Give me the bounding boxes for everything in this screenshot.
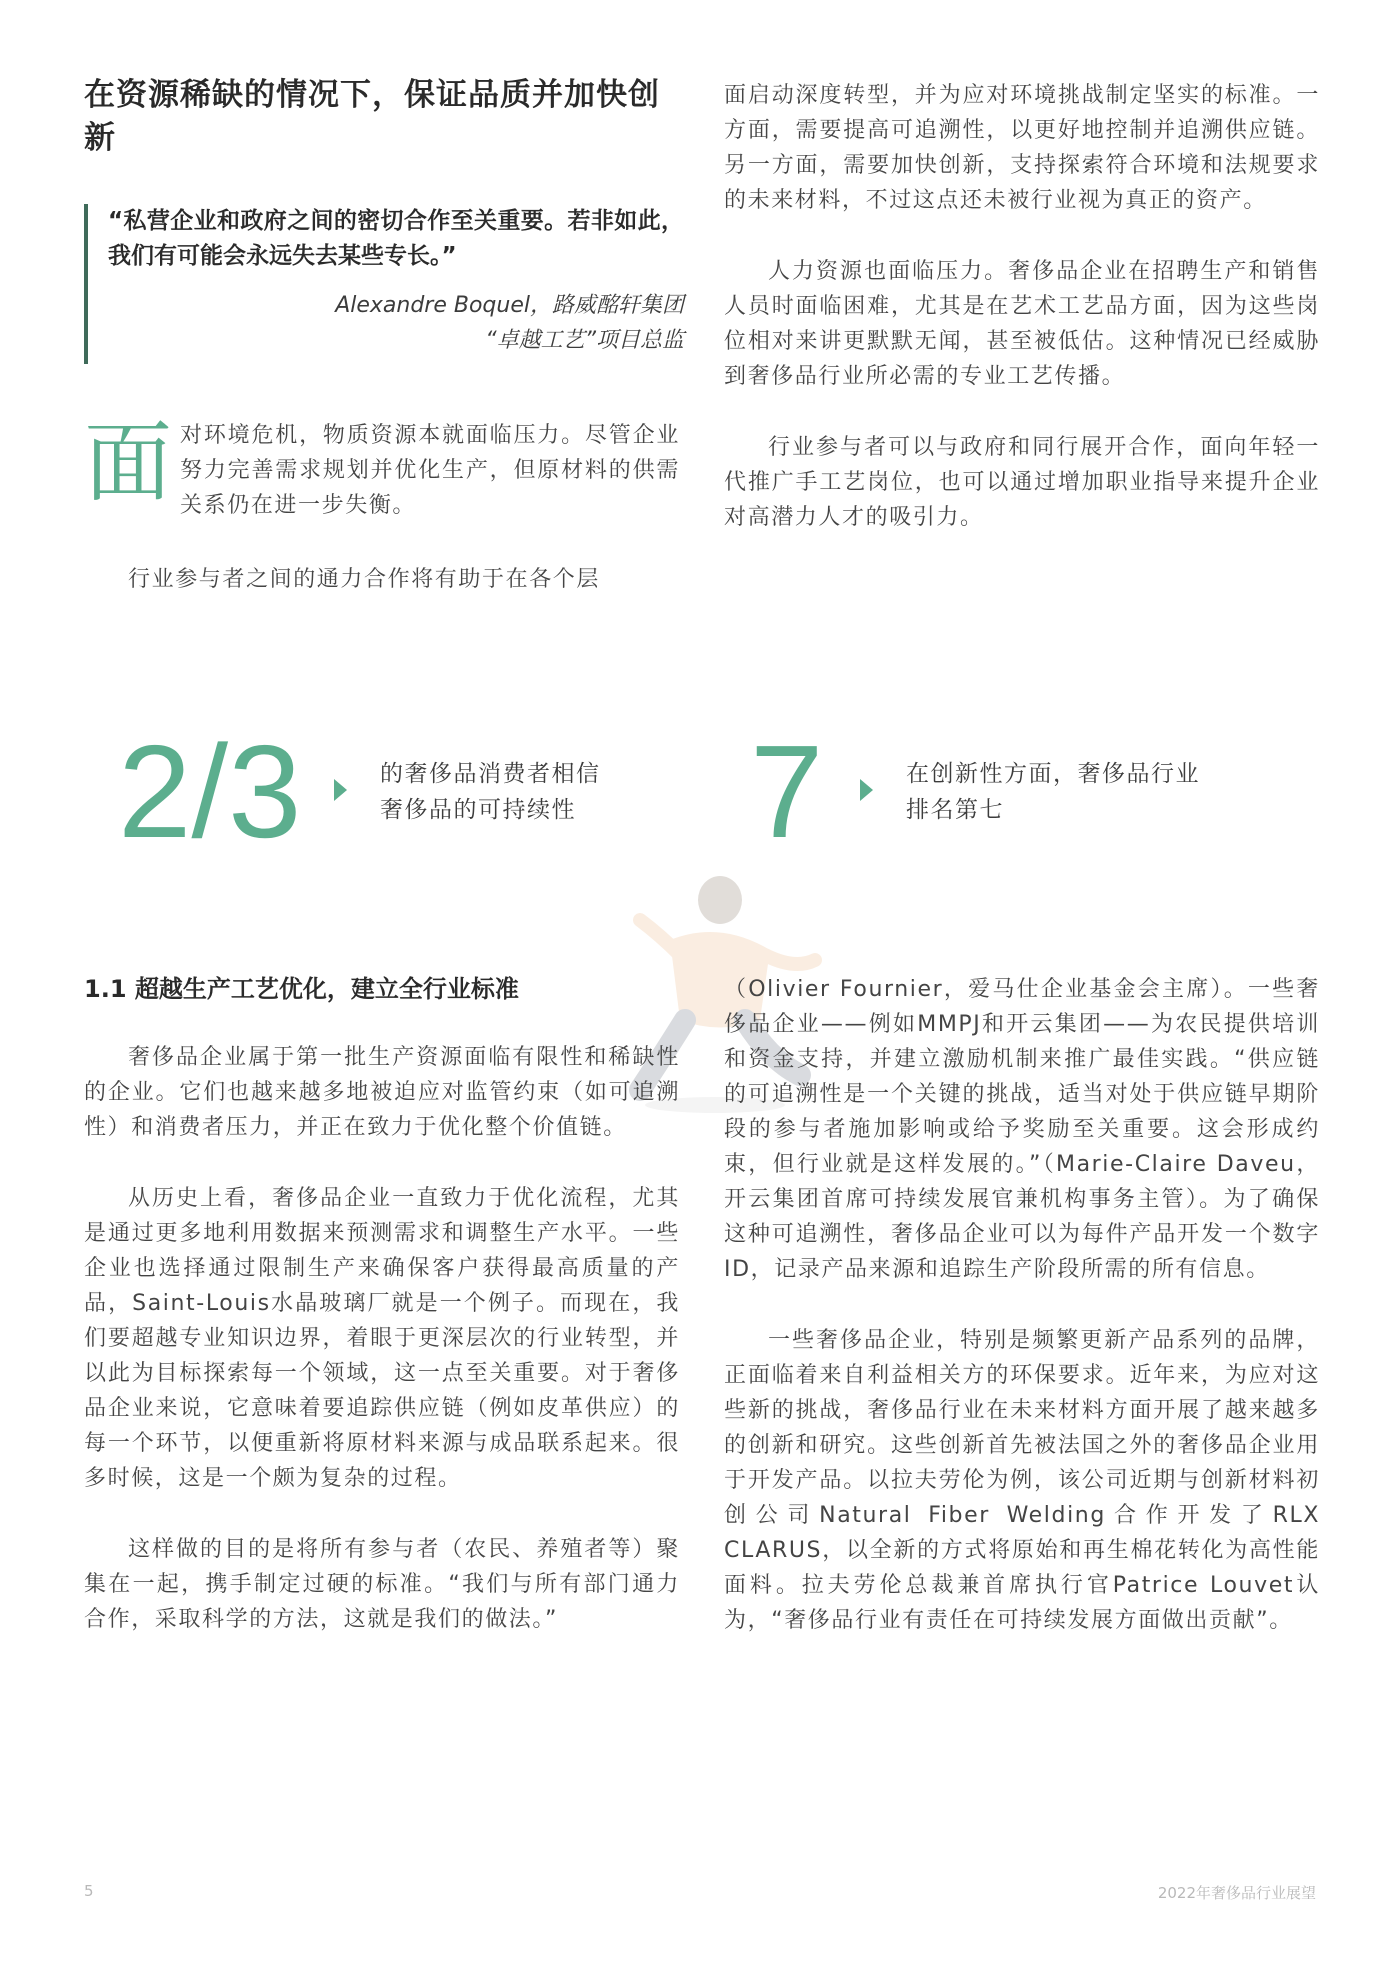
subsection-title: 1.1 超越生产工艺优化，建立全行业标准 bbox=[84, 975, 519, 1003]
publication-title: 2022年奢侈品行业展望 bbox=[1157, 1884, 1316, 1902]
pull-quote bbox=[84, 204, 684, 364]
left-bottom-paragraph-2: 从历史上看，奢侈品企业一直致力于优化流程，尤其是通过更多地利用数据来预测需求和调整生产水平。一些企业也选择通过限制生产来确保客户获得最高质量的产品，Saint-Louis水晶玻璃厂就是一个例子。而现在，我们要超越专业知识边界，着眼于更深层次的行业转型，并以此为目标探索每一个领域，这一点至关重要。对于奢侈品企业来说，它意味着要追踪供应链（例如皮革供应）的每一个环节，以便重新将原材料来源与成品联系起来。很多时候，这是一个颇为复杂的过程。 bbox=[84, 1186, 680, 1491]
left-bottom-paragraph-1: 奢侈品企业属于第一批生产资源面临有限性和稀缺性的企业。它们也越来越多地被迫应对监管约束（如可追溯性）和消费者压力，并正在致力于优化整个价值链。 bbox=[84, 1045, 680, 1140]
section-title: 在资源稀缺的情况下，保证品质并加快创新 bbox=[84, 77, 660, 156]
stat-number: 2/3 bbox=[118, 718, 302, 865]
stat-line-1: 的奢侈品消费者相信 bbox=[380, 761, 601, 787]
stat-seven bbox=[750, 718, 1310, 866]
left-bottom-paragraph-3: 这样做的目的是将所有参与者（农民、养殖者等）聚集在一起，携手制定过硬的标准。“我们与所有部门通力合作，采取科学的方法，这就是我们的做法。” bbox=[84, 1537, 680, 1632]
right-bottom-paragraph-1: （Olivier Fournier，爱马仕企业基金会主席）。一些奢侈品企业——例如MMPJ和开云集团——为农民提供培训和资金支持，并建立激励机制来推广最佳实践。“供应链的可追溯性是一个关键的挑战，适当对处于供应链早期阶段的参与者施加影响或给予奖励至关重要。这会形成约束，但行业就是这样发展的。”（Marie-Claire Daveu，开云集团首席可持续发展官兼机构事务主管）。为了确保这种可追溯性，奢侈品企业可以为每件产品开发一个数字ID，记录产品来源和追踪生产阶段所需的所有信息。 bbox=[724, 977, 1320, 1282]
quote-author-title: “卓越工艺”项目总监 bbox=[485, 328, 684, 353]
stat-line-1: 在创新性方面，奢侈品行业 bbox=[906, 761, 1200, 787]
right-top-paragraph-1: 面启动深度转型，并为应对环境挑战制定坚实的标准。一方面，需要提高可追溯性，以更好地控制并追溯供应链。另一方面，需要加快创新，支持探索符合环境和法规要求的未来材料，不过这点还未被行业视为真正的资产。 bbox=[724, 83, 1320, 213]
right-top-column bbox=[724, 78, 1320, 535]
right-bottom-column bbox=[724, 972, 1320, 1638]
quote-author bbox=[108, 288, 684, 358]
arrow-right-icon bbox=[334, 779, 347, 801]
stat-description bbox=[906, 756, 1286, 828]
stat-number: 7 bbox=[750, 718, 824, 865]
right-top-paragraph-3: 行业参与者可以与政府和同行展开合作，面向年轻一代推广手工艺岗位，也可以通过增加职业指导来提升企业对高潜力人才的吸引力。 bbox=[724, 435, 1320, 530]
stat-line-2: 奢侈品的可持续性 bbox=[380, 797, 576, 823]
quote-author-name: Alexandre Boquel，路威酩轩集团 bbox=[335, 293, 684, 318]
stat-description bbox=[380, 756, 700, 828]
drop-cap: 面 bbox=[84, 411, 173, 514]
quote-text: “私营企业和政府之间的密切合作至关重要。若非如此，我们有可能会永远失去某些专长。” bbox=[108, 208, 684, 269]
right-bottom-paragraph-2: 一些奢侈品企业，特别是频繁更新产品系列的品牌，正面临着来自利益相关方的环保要求。近年来，为应对这些新的挑战，奢侈品行业在未来材料方面开展了越来越多的创新和研究。这些创新首先被法国之外的奢侈品企业用于开发产品。以拉夫劳伦为例，该公司近期与创新材料初创公司Natural Fiber Welding合作开发了RLX CLARUS，以全新的方式将原始和再生棉花转化为高性能面料。拉夫劳伦总裁兼首席执行官Patrice Louvet认为，“奢侈品行业有责任在可持续发展方面做出贡献”。 bbox=[724, 1328, 1320, 1633]
stat-two-thirds bbox=[118, 718, 718, 866]
intro-paragraph bbox=[84, 411, 680, 523]
left-bottom-column bbox=[84, 1040, 680, 1637]
intro-text: 对环境危机，物质资源本就面临压力。尽管企业努力完善需求规划并优化生产，但原材料的供需关系仍在进一步失衡。 bbox=[180, 423, 680, 518]
right-top-paragraph-2: 人力资源也面临压力。奢侈品企业在招聘生产和销售人员时面临困难，尤其是在艺术工艺品方面，因为这些岗位相对来讲更默默无闻，甚至被低估。这种情况已经威胁到奢侈品行业所必需的专业工艺传播。 bbox=[724, 259, 1320, 389]
left-top-paragraph: 行业参与者之间的通力合作将有助于在各个层 bbox=[128, 567, 601, 592]
arrow-right-icon bbox=[860, 779, 873, 801]
stat-line-2: 排名第七 bbox=[906, 797, 1004, 823]
page-number: 5 bbox=[84, 1882, 94, 1900]
